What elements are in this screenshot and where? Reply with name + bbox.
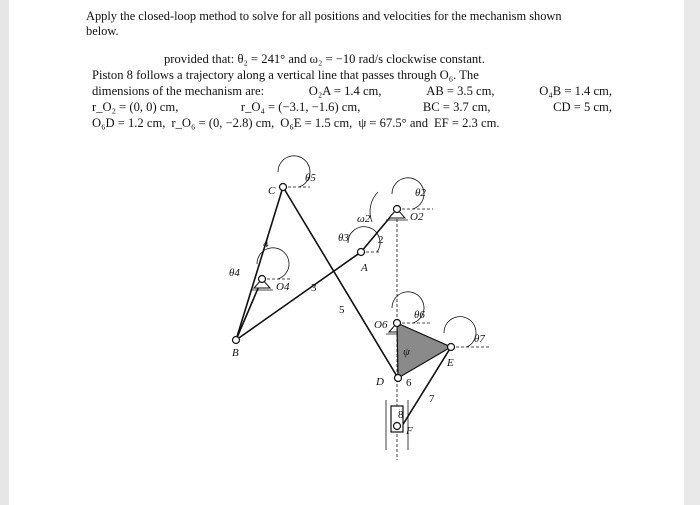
label-theta7: θ7	[474, 333, 485, 345]
label-theta6: θ6	[414, 309, 425, 321]
given-o6e: O₆E = 1.5 cm,	[280, 116, 353, 130]
given-r-o6: r_O₆ = (0, −2.8) cm,	[171, 116, 275, 130]
given-r-o2: r_O₂ = (0, 0) cm,	[92, 100, 179, 114]
omega2-arc	[370, 192, 378, 222]
given-piston-path: Piston 8 follows a trajectory along a vertical line that passes through O₆. The	[92, 68, 479, 82]
given-cd: CD = 5 cm,	[553, 100, 612, 114]
joint-o6	[394, 320, 401, 327]
joint-o4	[259, 276, 266, 283]
label-theta5: θ5	[305, 172, 316, 184]
link-5	[283, 187, 398, 378]
given-psi: ψ = 67.5° and	[358, 116, 429, 130]
label-omega2: ω2	[357, 213, 371, 225]
label-o2: O2	[410, 211, 424, 223]
theta7-arc	[444, 317, 476, 347]
theta4-arc	[257, 248, 289, 279]
label-link6: 6	[406, 377, 412, 389]
given-o6d: O₆D = 1.2 cm,	[92, 116, 166, 130]
label-psi: ψ	[403, 346, 410, 358]
given-ab: AB = 3.5 cm,	[426, 84, 495, 98]
joint-f	[394, 423, 401, 430]
label-f: F	[406, 425, 413, 437]
given-o2a: O₂A = 1.4 cm,	[308, 84, 382, 98]
joint-c	[280, 184, 287, 191]
prompt-line-2: below.	[86, 24, 119, 38]
label-link8: 8	[398, 409, 404, 421]
label-theta3: θ3	[338, 232, 349, 244]
given-r-o4: r_O₄ = (−3.1, −1.6) cm,	[240, 100, 361, 114]
given-o4b: O₄B = 1.4 cm,	[539, 84, 612, 98]
label-theta2: θ2	[415, 187, 426, 199]
label-link3: 3	[311, 282, 317, 294]
given-ef: EF = 2.3 cm.	[434, 116, 500, 130]
joint-a	[358, 249, 365, 256]
label-d: D	[376, 376, 384, 388]
label-e: E	[447, 357, 454, 369]
label-theta4: θ4	[229, 267, 240, 279]
given-angle-speed: provided that: θ₂ = 241° and ω₂ = −10 rad/s clockwise constant.	[164, 52, 485, 66]
joint-d	[395, 375, 402, 382]
joint-o2	[394, 206, 401, 213]
given-dimensions-intro: dimensions of the mechanism are:	[92, 84, 265, 98]
label-o4: O4	[276, 281, 290, 293]
label-a: A	[361, 262, 368, 274]
label-c: C	[268, 185, 276, 197]
label-link5: 5	[339, 304, 345, 316]
label-link4: 4	[263, 238, 269, 250]
label-link2: 2	[378, 234, 384, 246]
link-4	[236, 187, 283, 340]
joint-b	[233, 337, 240, 344]
given-bc: BC = 3.7 cm,	[422, 100, 491, 114]
label-o6: O6	[374, 319, 388, 331]
label-link7: 7	[429, 393, 435, 405]
joint-e	[448, 344, 455, 351]
label-b: B	[232, 347, 239, 359]
prompt-line-1: Apply the closed-loop method to solve for all positions and velocities for the mechanism shown	[86, 9, 562, 23]
